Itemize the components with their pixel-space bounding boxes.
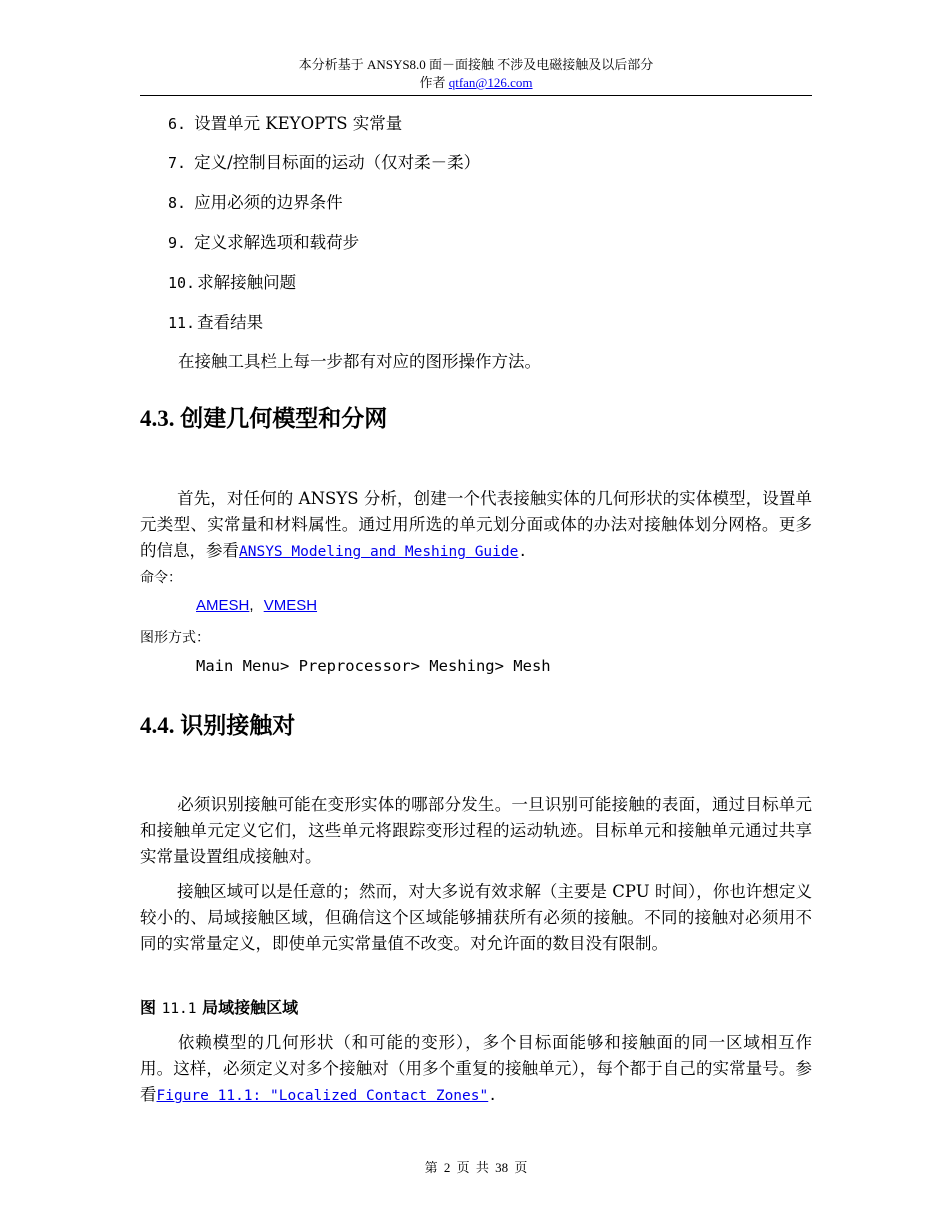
- section-4-3-paragraph: [140, 486, 812, 565]
- paragraph-end: .: [518, 544, 528, 560]
- header-title: 本分析基于 ANSYS8.0 面－面接触 不涉及电磁接触及以后部分: [298, 57, 654, 72]
- list-item: [168, 312, 263, 334]
- figure-title: 局域接触区域: [202, 998, 299, 1017]
- step-text: 应用必须的边界条件: [194, 193, 343, 212]
- section-heading-4-4: 4.4. 识别接触对: [140, 713, 296, 738]
- step-text: 查看结果: [197, 313, 264, 332]
- step-text: 定义求解选项和载荷步: [194, 233, 360, 252]
- step-text: 求解接触问题: [197, 273, 297, 292]
- gui-method-label: 图形方式：: [140, 630, 210, 646]
- paragraph-text: 首先，对任何的 ANSYS 分析，创建一个代表接触实体的几何形状的实体模型，设置单元类型、实常量和材料属性。通过用所选的单元划分面或体的办法对接触体划分网格。更多的信息，参看: [140, 489, 812, 560]
- figure-caption: [140, 995, 298, 1018]
- command-links: [196, 597, 317, 614]
- page-header: [140, 56, 812, 92]
- step-number: 10.: [168, 274, 196, 292]
- step-number: 7.: [168, 154, 187, 172]
- header-author: [140, 74, 812, 92]
- step-number: 11.: [168, 314, 196, 332]
- author-email-link[interactable]: qtfan@126.com: [448, 75, 533, 90]
- paragraph-text: 接触区域可以是任意的；然而，对大多说有效求解（主要是 CPU 时间），你也许想定义较小的、局域接触区域，但确信这个区域能够捕获所有必须的接触。不同的接触对必须用不同的实常量定义，即使单元实常量值不改变。对允许面的数目没有限制。: [140, 882, 812, 953]
- paragraph-end: .: [488, 1088, 497, 1104]
- step-text: 设置单元 KEYOPTS 实常量: [194, 114, 403, 133]
- amesh-command-link[interactable]: AMESH: [196, 597, 250, 614]
- header-divider: [140, 95, 812, 96]
- section-4-4-paragraph-1: [140, 792, 812, 870]
- list-item: [168, 232, 359, 254]
- menu-path: Main Menu> Preprocessor> Meshing> Mesh: [196, 657, 551, 675]
- vmesh-command-link[interactable]: VMESH: [263, 597, 318, 614]
- command-separator: ,: [249, 597, 254, 614]
- paragraph-text: 依赖模型的几何形状（和可能的变形），多个目标面能够和接触面的同一区域相互作用。这样，必须定义对多个接触对（用多个重复的接触单元），每个都于自己的实常量号。参看: [140, 1033, 812, 1104]
- list-item: [168, 192, 343, 214]
- figure-prefix: 图: [140, 998, 157, 1017]
- section-heading-4-3: 4.3. 创建几何模型和分网: [140, 406, 388, 431]
- figure-reference-link[interactable]: Figure 11.1: "Localized Contact Zones": [156, 1088, 489, 1104]
- modeling-guide-link[interactable]: ANSYS Modeling and Meshing Guide: [239, 544, 519, 560]
- step-text: 定义/控制目标面的运动（仅对柔－柔）: [194, 153, 481, 172]
- step-number: 8.: [168, 194, 187, 212]
- list-item: [168, 272, 296, 294]
- step-number: 9.: [168, 234, 187, 252]
- toolbar-note: 在接触工具栏上每一步都有对应的图形操作方法。: [178, 352, 541, 371]
- author-label: 作者: [419, 75, 446, 90]
- commands-label: 命令：: [140, 570, 182, 586]
- step-number: 6.: [168, 115, 187, 133]
- section-4-4-paragraph-2: [140, 879, 812, 957]
- list-item: [168, 152, 480, 174]
- paragraph-text: 必须识别接触可能在变形实体的哪部分发生。一旦识别可能接触的表面，通过目标单元和接触单元定义它们，这些单元将跟踪变形过程的运动轨迹。目标单元和接触单元通过共享实常量设置组成接触对。: [140, 795, 812, 866]
- section-4-4-paragraph-3: [140, 1030, 812, 1109]
- figure-number: 11.1: [161, 1001, 197, 1017]
- list-item: [168, 113, 402, 135]
- page-footer: 第 2 页 共 38 页: [424, 1160, 528, 1175]
